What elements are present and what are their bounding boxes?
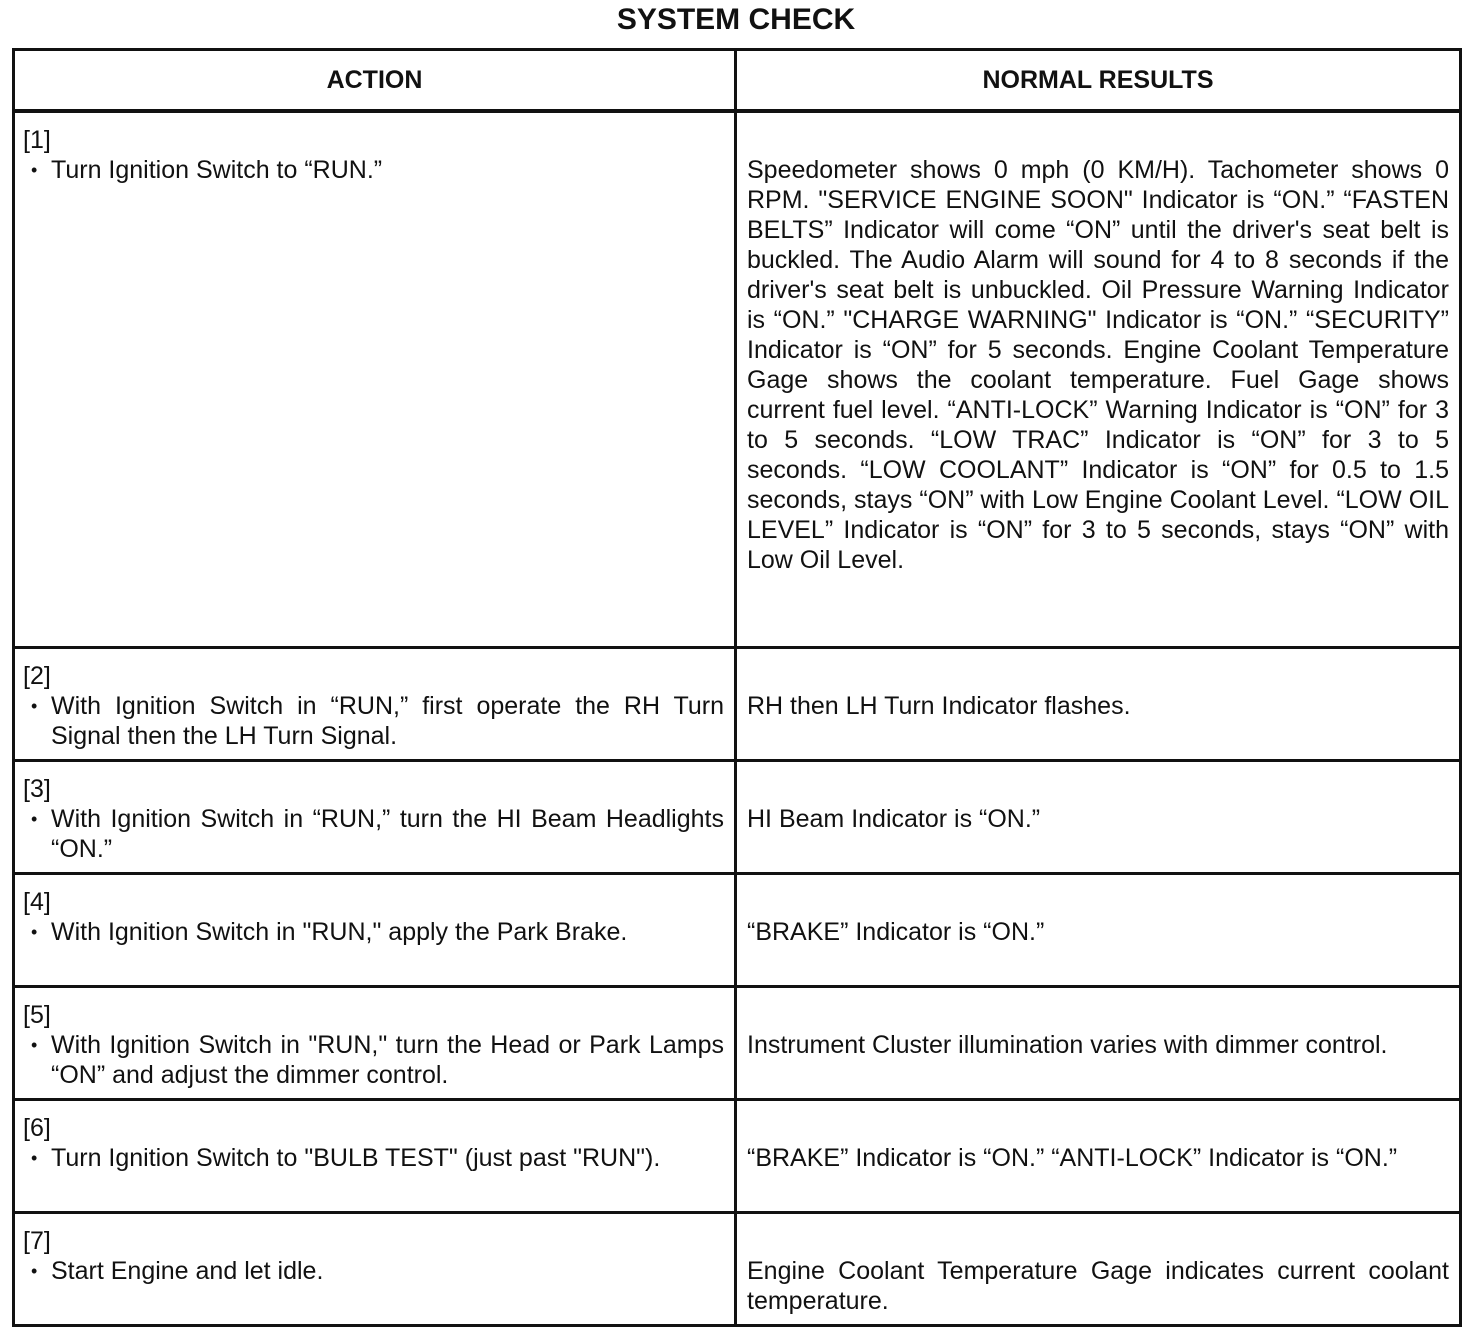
table-row <box>15 762 1459 875</box>
result-cell <box>737 875 1459 985</box>
result-cell <box>737 762 1459 872</box>
table-row <box>15 875 1459 988</box>
page-title: SYSTEM CHECK <box>616 3 856 36</box>
action-bullet <box>23 1030 724 1090</box>
step-number: [3] <box>23 775 51 803</box>
action-cell <box>15 1101 737 1211</box>
result-text: RH then LH Turn Indicator flashes. <box>747 692 1131 720</box>
action-text: With Ignition Switch in “RUN,” first operate the RH Turn Signal then the LH Turn Signal. <box>51 692 724 750</box>
result-cell <box>737 649 1459 759</box>
bullet-icon: • <box>31 1261 38 1281</box>
action-bullet <box>23 1256 724 1286</box>
action-bullet <box>23 917 724 947</box>
action-text: With Ignition Switch in "RUN," apply the Park Brake. <box>51 918 628 946</box>
bullet-icon: • <box>31 809 38 829</box>
action-text: Start Engine and let idle. <box>51 1257 324 1285</box>
action-cell <box>15 649 737 759</box>
step-number: [4] <box>23 888 51 916</box>
action-bullet <box>23 155 724 185</box>
result-text: Engine Coolant Temperature Gage indicates current coolant temperature. <box>747 1257 1449 1315</box>
results-column-header: NORMAL RESULTS <box>982 65 1214 94</box>
action-cell <box>15 113 737 646</box>
result-cell <box>737 1214 1459 1324</box>
step-number: [5] <box>23 1001 51 1029</box>
result-text: Speedometer shows 0 mph (0 KM/H). Tachometer shows 0 RPM. "SERVICE ENGINE SOON" Indicator is “ON.” “FASTEN BELTS” Indicator will come “ON” until the driver's seat belt is buckled. The Audio Alarm will sound for 4 to 8 seconds if the driver's seat belt is unbuckled. Oil Pressure Warning Indicator is “ON.” "CHARGE WARNING" Indicator is “ON.” “SECURITY” Indicator is “ON” for 5 seconds. Engine Coolant Temperature Gage shows the coolant temperature. Fuel Gage shows current fuel level. “ANTI-LOCK” Warning Indicator is “ON” for 3 to 5 seconds. “LOW TRAC” Indicator is “ON” for 3 to 5 seconds. “LOW COOLANT” Indicator is “ON” for 0.5 to 1.5 seconds, stays “ON” with Low Engine Coolant Level. “LOW OIL LEVEL” Indicator is “ON” for 3 to 5 seconds, stays “ON” with Low Oil Level. <box>747 156 1449 574</box>
action-cell <box>15 1214 737 1324</box>
action-text: Turn Ignition Switch to "BULB TEST" (just past "RUN"). <box>51 1144 661 1172</box>
result-text: HI Beam Indicator is “ON.” <box>747 805 1041 833</box>
bullet-icon: • <box>31 696 38 716</box>
step-number: [7] <box>23 1227 51 1255</box>
table-header-row <box>15 51 1459 113</box>
action-cell <box>15 988 737 1098</box>
system-check-table <box>12 48 1462 1327</box>
action-text: Turn Ignition Switch to “RUN.” <box>51 156 383 184</box>
action-bullet <box>23 691 724 751</box>
result-cell <box>737 1101 1459 1211</box>
result-cell <box>737 113 1459 646</box>
action-text: With Ignition Switch in “RUN,” turn the HI Beam Headlights “ON.” <box>51 805 724 863</box>
action-cell <box>15 762 737 872</box>
table-row <box>15 649 1459 762</box>
table-row <box>15 1214 1459 1324</box>
bullet-icon: • <box>31 1035 38 1055</box>
action-bullet <box>23 804 724 864</box>
result-cell <box>737 988 1459 1098</box>
step-number: [1] <box>23 126 51 154</box>
bullet-icon: • <box>31 160 38 180</box>
result-text: “BRAKE” Indicator is “ON.” <box>747 918 1045 946</box>
table-row <box>15 988 1459 1101</box>
result-text: Instrument Cluster illumination varies with dimmer control. <box>747 1031 1388 1059</box>
bullet-icon: • <box>31 1148 38 1168</box>
action-text: With Ignition Switch in "RUN," turn the Head or Park Lamps “ON” and adjust the dimmer control. <box>51 1031 724 1089</box>
action-bullet <box>23 1143 724 1173</box>
action-cell <box>15 875 737 985</box>
result-text: “BRAKE” Indicator is “ON.” “ANTI-LOCK” Indicator is “ON.” <box>747 1144 1398 1172</box>
table-row <box>15 113 1459 649</box>
action-column-header: ACTION <box>15 51 737 109</box>
table-row <box>15 1101 1459 1214</box>
bullet-icon: • <box>31 922 38 942</box>
step-number: [6] <box>23 1114 51 1142</box>
step-number: [2] <box>23 662 51 690</box>
